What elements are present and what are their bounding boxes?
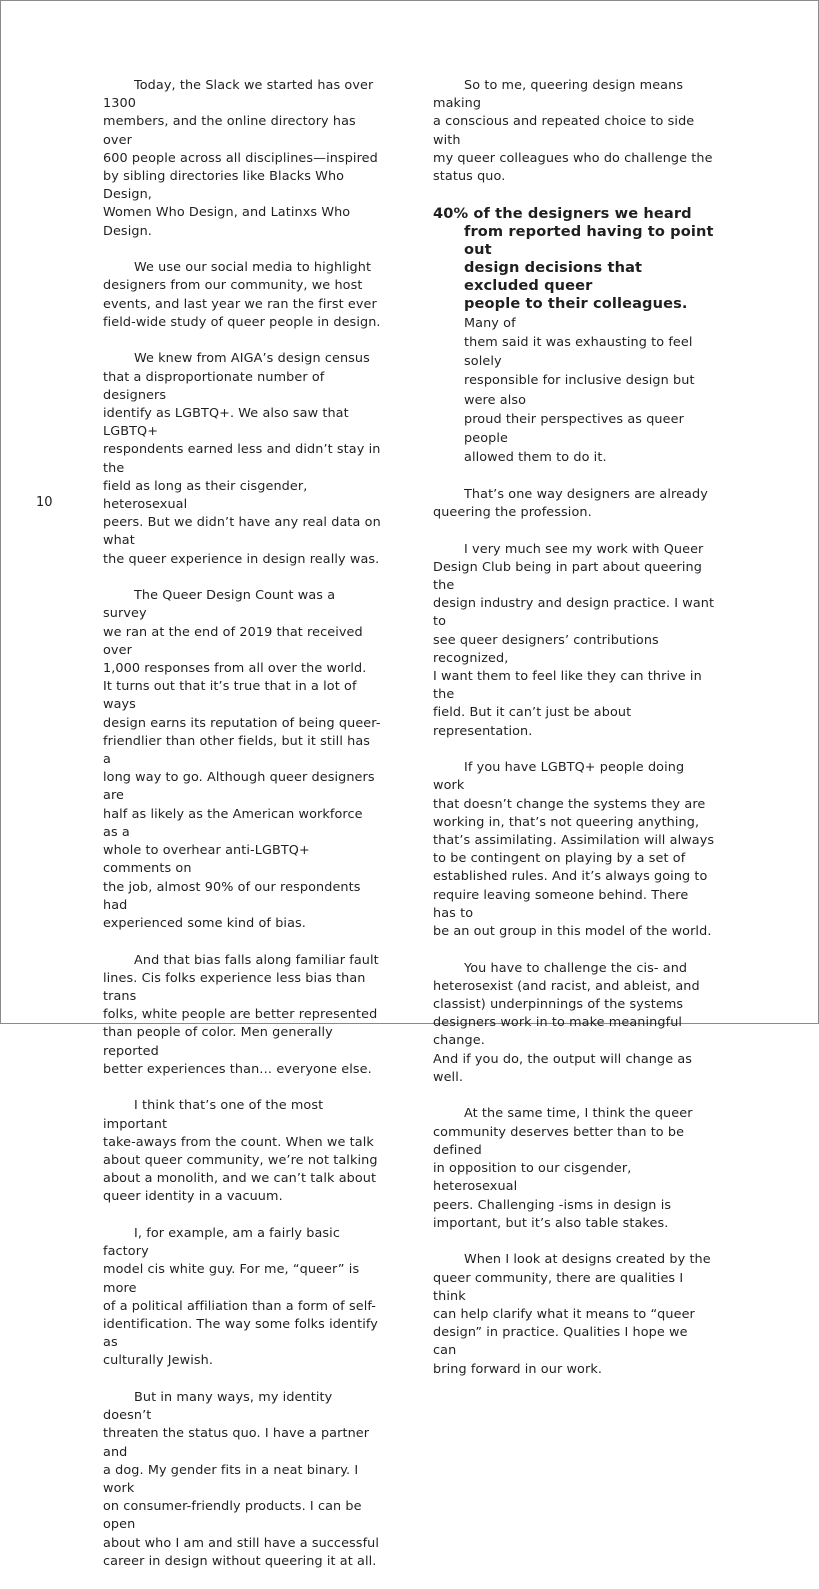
paragraph: That’s one way designers are already queering the profession.: [433, 486, 708, 521]
paragraph: We knew from AIGA’s design census that a disproportionate number of designers identify as LGBTQ+. We also saw that LGBTQ+ respondents earned less and didn’t stay in the field as long as their cisgender, heterosexual peers. But we didn’t have any real data on what the queer experience in design really was.: [103, 351, 381, 567]
paragraph: If you have LGBTQ+ people doing work that doesn’t change the systems they are working in, that’s not queering anything, that’s assimilating. Assimilation will always to be contingent on playing by a set of established rules. And it’s always going to require leaving someone behind. There has to be an out group in this model of the world.: [433, 760, 715, 940]
paragraph: I very much see my work with Queer Design Club being in part about queering the design industry and design practice. I want to see queer designers’ contributions recognized, I want them to feel like they can thrive in the field. But it can’t just be about representation.: [433, 541, 715, 739]
paragraph: So to me, queering design means making a conscious and repeated choice to side with my queer colleagues who do challenge the status quo.: [433, 78, 713, 185]
paragraph: I, for example, am a fairly basic factory model cis white guy. For me, “queer” is more of a political affiliation than a form of self- identification. The way some folks identify as culturally Jewish.: [103, 1225, 378, 1369]
left-column: [103, 77, 381, 1589]
page-number: 10: [36, 495, 53, 510]
paragraph: But in many ways, my identity doesn’t threaten the status quo. I have a partner and a dog. My gender fits in a neat binary. I work on consumer-friendly products. I can be open about who I am and still have a successful career in design without queering it at all.: [103, 1389, 380, 1569]
paragraph: I think that’s one of the most important take-aways from the count. When we talk about queer community, we’re not talking about a monolith, and we can’t talk about queer identity in a vacuum.: [103, 1098, 378, 1205]
right-column: [433, 77, 715, 1397]
pull-quote-lead: [433, 205, 715, 468]
paragraph: When I look at designs created by the queer community, there are qualities I think can help clarify what it means to “queer design” in practice. Qualities I hope we can bring forward in our work.: [433, 1252, 711, 1377]
pull-quote-lead-text: 40% of the designers we heard from reported having to point out design decisions that excluded queer people to their colleagues.: [433, 204, 714, 312]
paragraph: You have to challenge the cis- and heterosexist (and racist, and ableist, and classist) underpinnings of the systems designers work in to make meaningful change. And if you do, the output will change as well.: [433, 960, 700, 1085]
paragraph: Today, the Slack we started has over 1300 members, and the online directory has over 600 people across all disciplines—inspired by sibling directories like Blacks Who Design, Women Who Design, and Latinxs Who Design.: [103, 78, 378, 239]
pull-quote-paragraph: [433, 205, 715, 468]
paragraph: The Queer Design Count was a survey we ran at the end of 2019 that received over 1,000 responses from all over the world. It turns out that it’s true that in a lot of ways design earns its reputation of being queer- friendlier than other fields, but it still has a long way to go. Although queer designers are half as likely as the American workforce as a whole to overhear anti-LGBTQ+ comments on the job, almost 90% of our respondents had experienced some kind of bias.: [103, 588, 381, 931]
paragraph: At the same time, I think the queer community deserves better than to be defined in opposition to our cisgender, heterosexual peers. Challenging -isms in design is important, but it’s also table stakes.: [433, 1106, 693, 1231]
paragraph: We use our social media to highlight designers from our community, we host events, and last year we ran the first ever field-wide study of queer people in design.: [103, 260, 381, 330]
pull-quote-body: Many of them said it was exhausting to feel solely responsible for inclusive design but were also proud their perspectives as queer people allowed them to do it.: [464, 315, 695, 466]
paragraph: And that bias falls along familiar fault lines. Cis folks experience less bias than trans folks, white people are better represented than people of color. Men generally reported better experiences than… everyone else.: [103, 952, 379, 1077]
